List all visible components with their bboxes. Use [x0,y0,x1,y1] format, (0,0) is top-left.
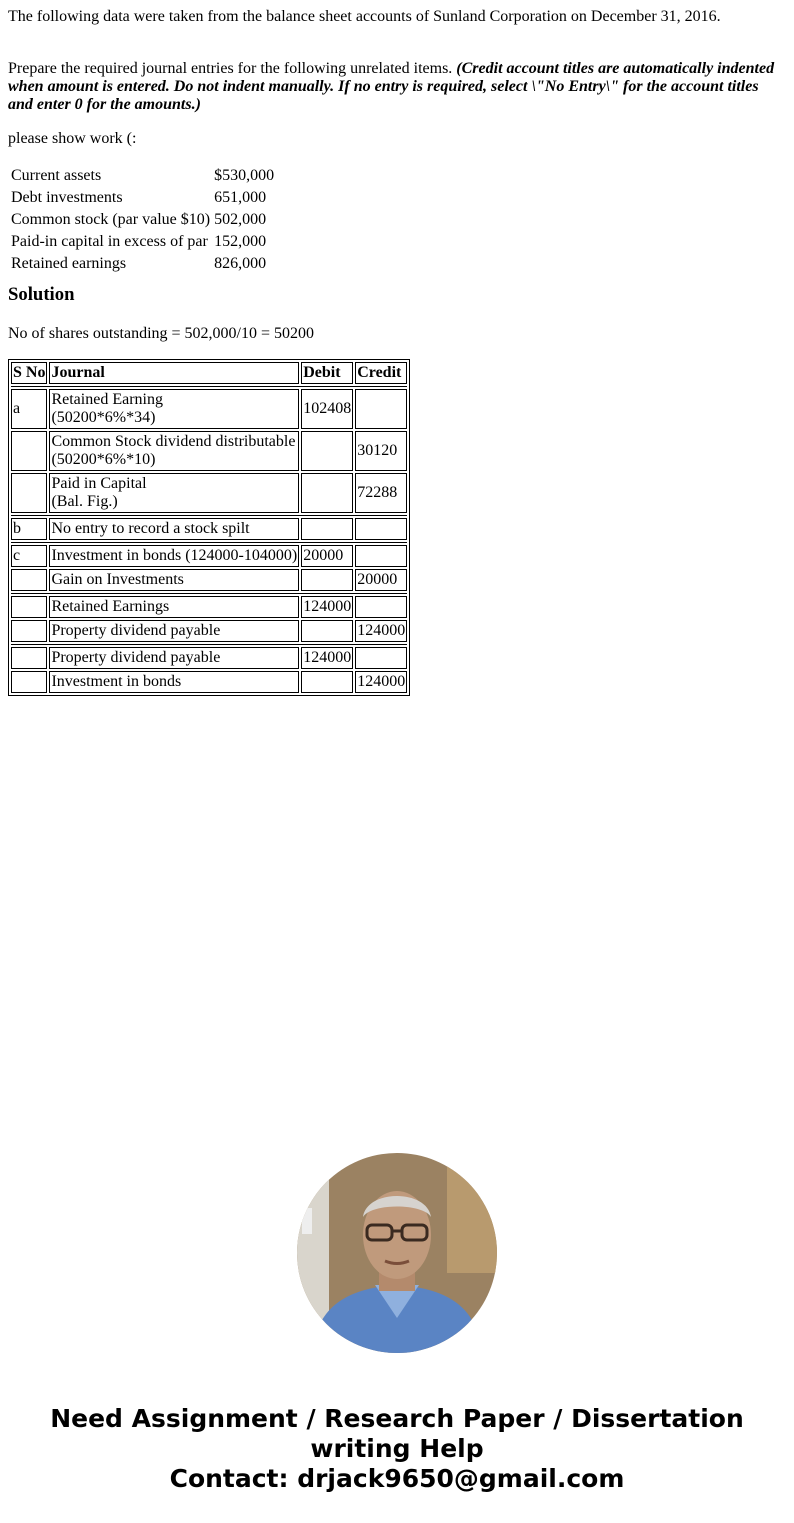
prompt-text: Prepare the required journal entries for the following unrelated items. [8,60,457,77]
row-separator [11,386,407,387]
help-banner [0,1404,794,1494]
row-separator [11,593,407,594]
balance-row [10,166,275,186]
solution-heading: Solution [8,284,75,305]
balance-account: Common stock (par value $10) [11,211,211,228]
balance-row [10,188,275,208]
journal-debit [301,620,353,642]
journal-row [11,431,407,471]
account-calculation: (50200*6%*34) [51,409,156,426]
balance-account: Debt investments [11,189,123,206]
journal-row [11,545,407,567]
journal-sno: a [11,389,47,429]
journal-account: Investment in bonds [49,671,299,693]
col-sno-header: S No [11,362,47,384]
account-title: Common Stock dividend distributable [51,433,296,450]
journal-credit: 124000 [355,671,407,693]
journal-row [11,647,407,669]
journal-account [49,431,299,471]
balance-account: Current assets [11,167,102,184]
separator-line [11,593,407,594]
account-title: Retained Earning [51,391,163,408]
account-calculation: (Bal. Fig.) [51,493,118,510]
journal-credit [355,389,407,429]
journal-account: Property dividend payable [49,647,299,669]
journal-debit [301,473,353,513]
balance-row [10,254,275,274]
journal-credit [355,647,407,669]
help-contact: Contact: drjack9650@gmail.com [169,1464,625,1493]
journal-table [8,359,410,696]
separator-line [11,542,407,543]
row-separator [11,644,407,645]
journal-account: Investment in bonds (124000-104000) [49,545,299,567]
journal-debit: 20000 [301,545,353,567]
col-credit-header: Credit [355,362,407,384]
row-separator [11,515,407,516]
journal-credit: 124000 [355,620,407,642]
balance-amount: $530,000 [214,167,275,184]
intro-text: The following data were taken from the balance sheet accounts of Sunland Corporation on December 31, 2016. [8,8,721,25]
journal-debit: 102408 [301,389,353,429]
account-calculation: (50200*6%*10) [51,451,156,468]
journal-debit [301,569,353,591]
prompt-instruction: (Credit account titles are automatically indented when amount is entered. Do not indent manually. If no entry is required, select \"No Entry\" for the account titles and enter 0 for the amounts.) [8,60,775,113]
journal-credit: 20000 [355,569,407,591]
journal-header-row [11,362,407,384]
journal-row [11,596,407,618]
journal-sno: b [11,518,47,540]
journal-sno [11,473,47,513]
balance-amount: 651,000 [214,189,267,206]
balance-account: Paid-in capital in excess of par [11,233,208,250]
balance-row [10,210,275,230]
journal-sno [11,620,47,642]
journal-account: No entry to record a stock spilt [49,518,299,540]
journal-sno [11,596,47,618]
journal-sno [11,569,47,591]
journal-row [11,473,407,513]
journal-account [49,389,299,429]
row-separator [11,542,407,543]
journal-row [11,620,407,642]
help-line-1: Need Assignment / Research Paper / Dissertation [50,1404,744,1433]
journal-credit [355,545,407,567]
balance-row [10,232,275,252]
journal-row [11,569,407,591]
journal-sno [11,647,47,669]
balance-amount: 502,000 [214,211,267,228]
journal-debit [301,671,353,693]
separator-line [11,386,407,387]
help-line-2: writing Help [310,1434,484,1463]
separator-line [11,515,407,516]
journal-debit [301,518,353,540]
balance-amount: 826,000 [214,255,267,272]
journal-debit: 124000 [301,647,353,669]
journal-credit [355,518,407,540]
journal-credit: 30120 [355,431,407,471]
col-journal-header: Journal [49,362,299,384]
question-prompt [8,60,786,114]
please-show-work: please show work (: [8,130,137,147]
shares-outstanding-line: No of shares outstanding = 502,000/10 = 50200 [8,325,315,342]
balance-amount: 152,000 [214,233,267,250]
avatar-portrait [297,1153,497,1353]
journal-sno [11,671,47,693]
journal-row [11,671,407,693]
journal-account [49,473,299,513]
journal-row [11,518,407,540]
journal-account: Property dividend payable [49,620,299,642]
journal-credit: 72288 [355,473,407,513]
journal-credit [355,596,407,618]
separator-line [11,644,407,645]
balance-account: Retained earnings [11,255,127,272]
journal-row [11,389,407,429]
author-avatar [297,1153,497,1353]
col-debit-header: Debit [301,362,353,384]
journal-debit [301,431,353,471]
account-title: Paid in Capital [51,475,147,492]
journal-account: Gain on Investments [49,569,299,591]
journal-account: Retained Earnings [49,596,299,618]
journal-sno [11,431,47,471]
journal-sno: c [11,545,47,567]
journal-debit: 124000 [301,596,353,618]
balance-table [8,164,277,276]
